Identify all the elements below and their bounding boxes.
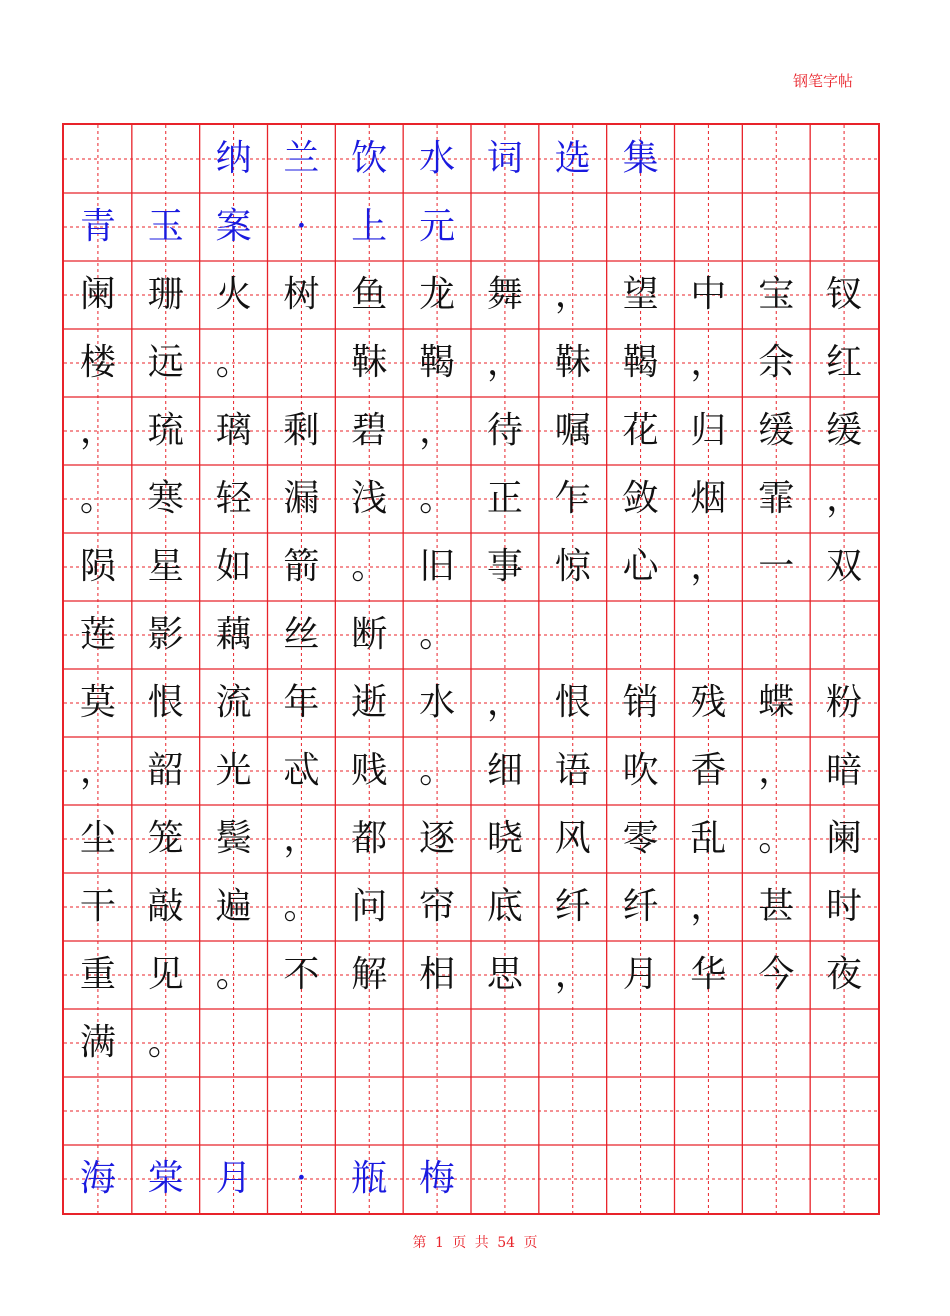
grid-cell: 鞨 — [622, 342, 659, 383]
grid-cell: 蝶 — [758, 682, 795, 723]
grid-cell: ， — [419, 410, 456, 451]
grid-cell — [810, 193, 878, 261]
grid-cell: 钗 — [826, 274, 863, 315]
grid-row — [64, 125, 878, 193]
grid-cell: 恨 — [147, 682, 184, 723]
grid-cell: 重 — [79, 954, 116, 995]
grid-cell: 都 — [351, 818, 388, 859]
grid-cell: 。 — [215, 342, 252, 383]
grid-cell: 粉 — [826, 682, 863, 723]
grid-cell: 见 — [147, 954, 184, 995]
grid-cell — [335, 1077, 403, 1145]
grid-cell: 藕 — [215, 614, 252, 655]
grid-cell: ， — [826, 478, 863, 519]
grid-row — [64, 669, 878, 737]
grid-cell: 。 — [283, 886, 320, 927]
grid-cell: 华 — [690, 954, 727, 995]
grid-cell: 遍 — [215, 886, 252, 927]
grid-cell: 。 — [147, 1022, 184, 1063]
grid-cell: 忒 — [283, 750, 320, 791]
grid-cell — [200, 1077, 268, 1145]
grid-row — [64, 397, 878, 465]
grid-cell: 丝 — [283, 614, 320, 655]
grid-cell: 靺 — [554, 342, 591, 383]
grid-cell — [471, 601, 539, 669]
grid-cell — [607, 1077, 675, 1145]
grid-cell: 碧 — [351, 410, 388, 451]
grid-cell: 底 — [486, 886, 523, 927]
grid-cell: 。 — [351, 546, 388, 587]
grid-cell — [539, 601, 607, 669]
grid-cell — [403, 1009, 471, 1077]
grid-cell — [675, 601, 743, 669]
grid-cell: 选 — [554, 138, 591, 179]
grid-cell: 月 — [622, 954, 659, 995]
grid-cell — [539, 1077, 607, 1145]
grid-cell: 阑 — [79, 274, 116, 315]
grid-cell: 海 — [79, 1158, 116, 1199]
grid-cell: 今 — [758, 954, 795, 995]
grid-cell: 影 — [147, 614, 184, 655]
grid-cell — [607, 601, 675, 669]
grid-cell: 晓 — [486, 818, 523, 859]
grid-row — [64, 1009, 878, 1077]
grid-cell: 语 — [554, 750, 591, 791]
grid-cell: 上 — [351, 206, 388, 247]
grid-cell: 霏 — [758, 478, 795, 519]
grid-cell — [539, 1145, 607, 1213]
grid-cell — [742, 125, 810, 193]
header-label: 钢笔字帖 — [793, 72, 854, 90]
grid-cell: ， — [554, 274, 591, 315]
grid-cell: 舞 — [486, 274, 523, 315]
grid-cell: 逝 — [351, 682, 388, 723]
grid-row — [64, 941, 878, 1009]
grid-cell: 零 — [622, 818, 659, 859]
grid-cell: ， — [283, 818, 320, 859]
grid-cell: 。 — [419, 614, 456, 655]
grid-cell: 年 — [283, 682, 320, 723]
grid-cell: 正 — [486, 478, 523, 519]
grid-cell — [64, 1077, 132, 1145]
grid-cell — [675, 193, 743, 261]
grid-cell: 敲 — [147, 886, 184, 927]
grid-cell: 解 — [351, 954, 388, 995]
grid-cell — [607, 1009, 675, 1077]
grid-cell: 轻 — [215, 478, 252, 519]
grid-cell: 贱 — [351, 750, 388, 791]
grid-row — [64, 1145, 878, 1213]
grid-cell: 剩 — [283, 410, 320, 451]
grid-cell: 漏 — [283, 478, 320, 519]
grid-cell — [675, 1009, 743, 1077]
grid-cell: 花 — [622, 410, 659, 451]
grid-cell — [810, 125, 878, 193]
grid-cell: 恨 — [554, 682, 591, 723]
grid-cell: 鞨 — [419, 342, 456, 383]
grid-cell: ， — [79, 750, 116, 791]
grid-cell: 箭 — [283, 546, 320, 587]
grid-cell: 青 — [79, 206, 116, 247]
grid-cell: 中 — [690, 274, 727, 315]
grid-cell: 词 — [486, 138, 523, 179]
grid-cell — [742, 1077, 810, 1145]
grid-cell — [607, 193, 675, 261]
grid-cell — [471, 1009, 539, 1077]
grid-cell: 时 — [826, 886, 863, 927]
grid-cell: 归 — [690, 410, 727, 451]
grid-cell: 饮 — [351, 138, 388, 179]
grid-cell: 余 — [758, 342, 795, 383]
grid-row — [64, 261, 878, 329]
grid-cell: 烟 — [690, 478, 727, 519]
grid-cell — [471, 193, 539, 261]
grid-row — [64, 329, 878, 397]
grid-cell: 琉 — [147, 410, 184, 451]
grid-cell: 阑 — [826, 818, 863, 859]
grid-cell: 龙 — [419, 274, 456, 315]
grid-cell — [268, 1077, 336, 1145]
grid-cell — [403, 1077, 471, 1145]
grid-cell: ， — [690, 886, 727, 927]
grid-row — [64, 737, 878, 805]
grid-cell: 乱 — [690, 818, 727, 859]
grid-cell: 敛 — [622, 478, 659, 519]
grid-cell: 玉 — [147, 206, 184, 247]
grid-cell: 不 — [283, 954, 320, 995]
grid-cell: 如 — [215, 546, 252, 587]
grid-cell: 暗 — [826, 750, 863, 791]
grid-cell: 风 — [554, 818, 591, 859]
grid-cell: 。 — [79, 478, 116, 519]
grid-cell: ， — [758, 750, 795, 791]
grid-cell: 乍 — [554, 478, 591, 519]
grid-cell: 鱼 — [351, 274, 388, 315]
grid-cell: 纤 — [622, 886, 659, 927]
grid-cell: 树 — [283, 274, 320, 315]
grid-cell: 嘱 — [554, 410, 591, 451]
grid-cell: 细 — [486, 750, 523, 791]
grid-cell: 鬓 — [215, 818, 252, 859]
grid-cell: 光 — [215, 750, 252, 791]
grid-cell — [132, 1077, 200, 1145]
grid-cell: · — [295, 206, 308, 247]
grid-cell: 莲 — [79, 614, 116, 655]
grid-cell: 兰 — [283, 138, 320, 179]
grid-cell: 心 — [622, 546, 659, 587]
grid-cell: 缓 — [826, 410, 863, 451]
grid-cell: 案 — [215, 206, 252, 247]
grid-cell: 销 — [622, 682, 659, 723]
grid-cell — [471, 1145, 539, 1213]
grid-cell — [742, 601, 810, 669]
grid-cell: 水 — [419, 138, 456, 179]
grid-cell: ， — [690, 342, 727, 383]
grid-cell — [132, 125, 200, 193]
grid-cell: ， — [486, 682, 523, 723]
grid-cell: 逐 — [419, 818, 456, 859]
grid-cell: 月 — [215, 1158, 252, 1199]
grid-cell: 红 — [826, 342, 863, 383]
grid-cell: 星 — [147, 546, 184, 587]
grid-cell — [200, 1009, 268, 1077]
grid-cell: 靺 — [351, 342, 388, 383]
grid-cell — [810, 1145, 878, 1213]
grid-cell — [268, 1009, 336, 1077]
grid-cell: 相 — [419, 954, 456, 995]
grid-cell: · — [295, 1158, 308, 1199]
grid-cell — [539, 193, 607, 261]
grid-cell: 旧 — [419, 546, 456, 587]
grid-cell: 断 — [351, 614, 388, 655]
grid-cell — [675, 1145, 743, 1213]
grid-cell: 火 — [215, 274, 252, 315]
grid-cell — [675, 125, 743, 193]
grid-cell: 一 — [758, 546, 795, 587]
grid-cell: 元 — [419, 206, 456, 247]
grid-cell — [268, 329, 336, 397]
grid-cell: 尘 — [79, 818, 116, 859]
grid-row — [64, 601, 878, 669]
grid-cell: 水 — [419, 682, 456, 723]
grid-cell — [64, 125, 132, 193]
grid-cell: 残 — [690, 682, 727, 723]
writing-grid — [62, 123, 880, 1215]
grid-cell: 纳 — [215, 138, 252, 179]
grid-cell: 浅 — [351, 478, 388, 519]
grid-row — [64, 1077, 878, 1145]
grid-row — [64, 533, 878, 601]
grid-cell: 事 — [486, 546, 523, 587]
grid-cell — [810, 1077, 878, 1145]
grid-cell: ， — [486, 342, 523, 383]
grid-row — [64, 465, 878, 533]
grid-cell — [471, 1077, 539, 1145]
grid-cell: 梅 — [419, 1158, 456, 1199]
grid-cell — [810, 1009, 878, 1077]
grid-cell: 陨 — [79, 546, 116, 587]
grid-cell: 寒 — [147, 478, 184, 519]
grid-cell — [335, 1009, 403, 1077]
grid-cell: 吹 — [622, 750, 659, 791]
grid-cell: ， — [79, 410, 116, 451]
grid-cell: ， — [554, 954, 591, 995]
grid-cell: 甚 — [758, 886, 795, 927]
grid-cell: 夜 — [826, 954, 863, 995]
grid-cell: 思 — [486, 954, 523, 995]
grid-cell: 莫 — [79, 682, 116, 723]
grid-cell: 棠 — [147, 1158, 184, 1199]
grid-row — [64, 873, 878, 941]
grid-cell: 瓶 — [351, 1158, 388, 1199]
grid-row — [64, 805, 878, 873]
grid-cell: ， — [690, 546, 727, 587]
grid-cell: 笼 — [147, 818, 184, 859]
grid-cell: 流 — [215, 682, 252, 723]
grid-cell: 。 — [419, 478, 456, 519]
grid-cell: 干 — [79, 886, 116, 927]
grid-cell — [675, 1077, 743, 1145]
grid-cell: 望 — [622, 274, 659, 315]
grid-cell — [742, 1009, 810, 1077]
grid-cell: 问 — [351, 886, 388, 927]
grid-cell: 。 — [419, 750, 456, 791]
grid-cell — [607, 1145, 675, 1213]
grid-cell: 待 — [486, 410, 523, 451]
page-number: 第 1 页 共 54 页 — [412, 1235, 538, 1251]
grid-cell — [539, 1009, 607, 1077]
grid-cell: 满 — [79, 1022, 116, 1063]
grid-cell: 香 — [690, 750, 727, 791]
grid-cell — [810, 601, 878, 669]
grid-cell: 缓 — [758, 410, 795, 451]
grid-cell — [742, 193, 810, 261]
grid-cell: 楼 — [79, 342, 116, 383]
grid-row — [64, 193, 878, 261]
grid-cell: 韶 — [147, 750, 184, 791]
grid-cell — [742, 1145, 810, 1213]
grid-cell: 惊 — [554, 546, 591, 587]
grid-cell: 远 — [147, 342, 184, 383]
grid-cell: 璃 — [215, 410, 252, 451]
grid-cell: 双 — [826, 546, 863, 587]
grid-cell: 集 — [622, 138, 659, 179]
grid-cell: 帘 — [419, 886, 456, 927]
grid-cell: 宝 — [758, 274, 795, 315]
grid-cell: 纤 — [554, 886, 591, 927]
grid-cell: 。 — [215, 954, 252, 995]
grid-cell: 珊 — [147, 274, 184, 315]
grid-cell: 。 — [758, 818, 795, 859]
